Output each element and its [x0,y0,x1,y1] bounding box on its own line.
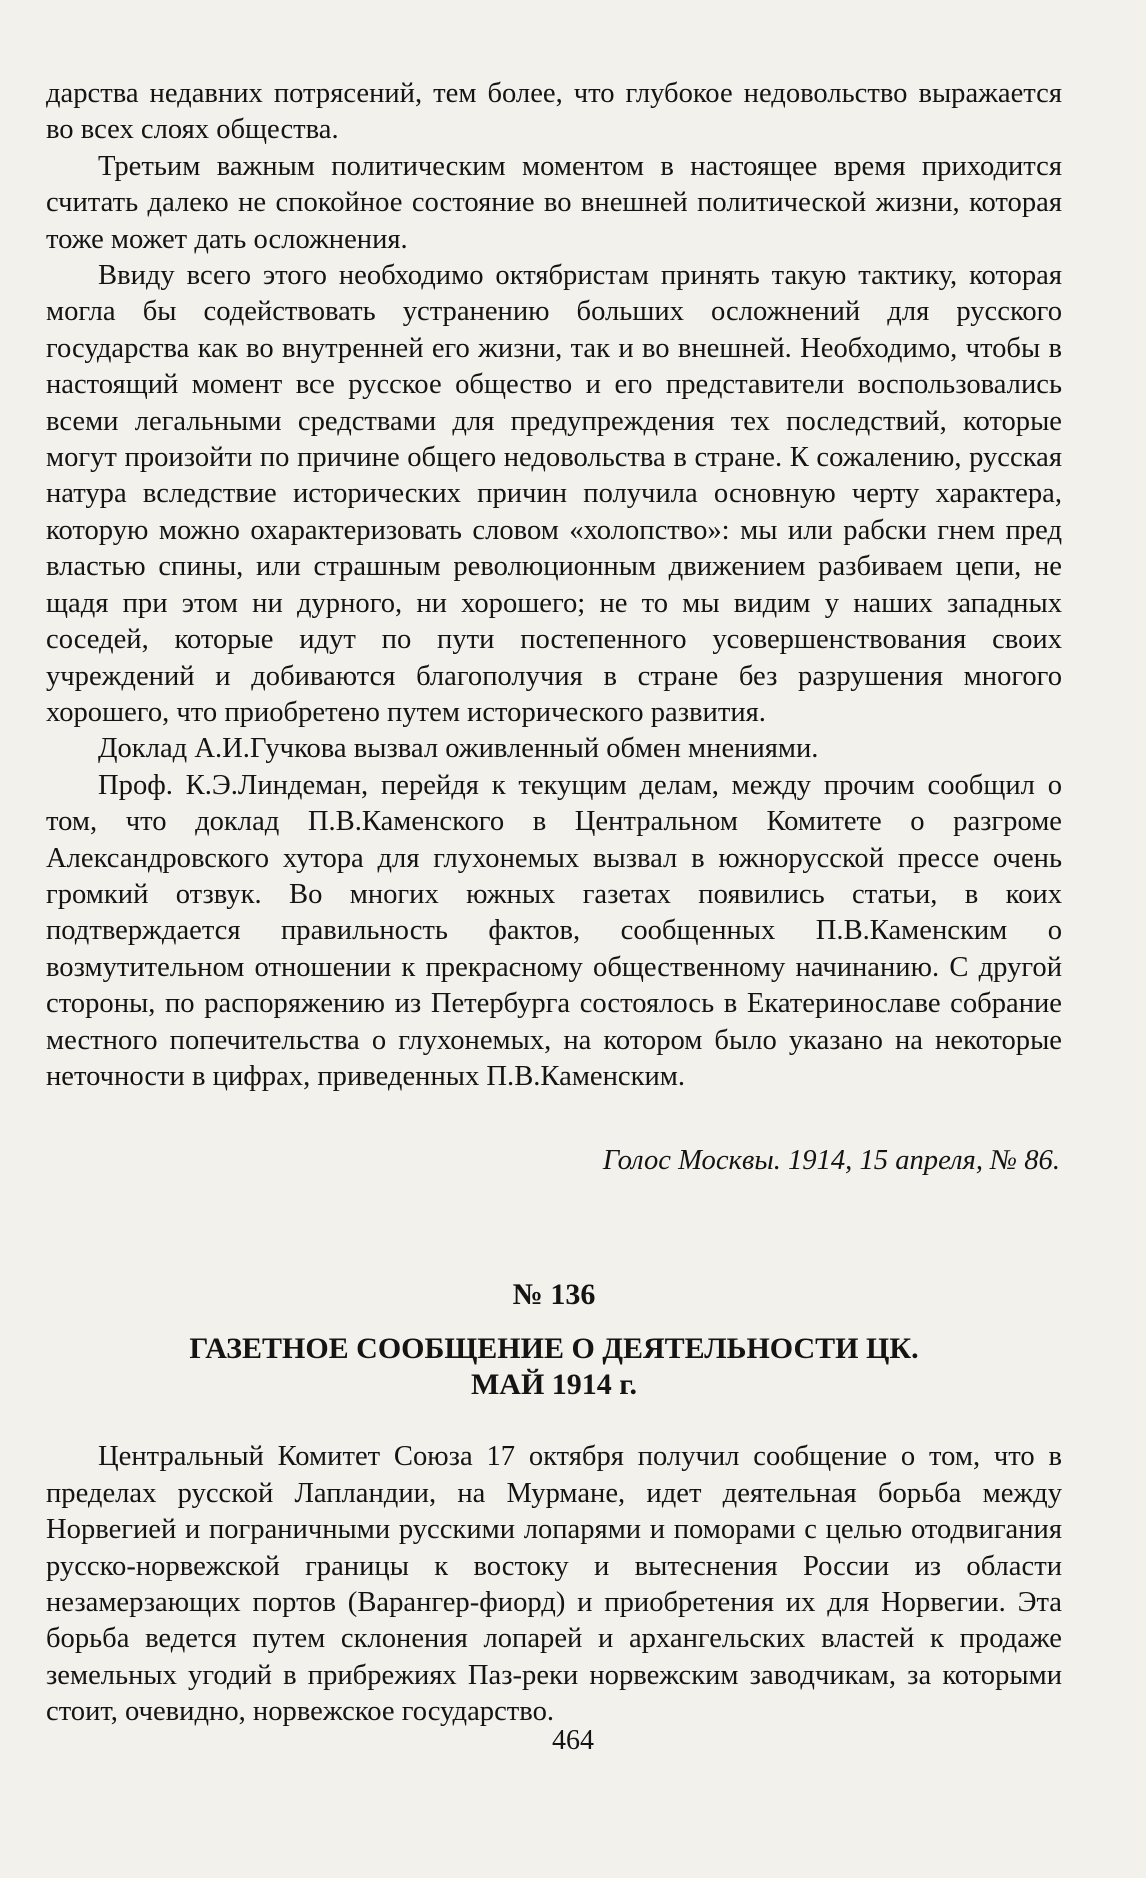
document-number: № 136 [512,1278,596,1312]
document-title-line: МАЙ 1914 г. [470,1368,638,1402]
document-body [46,1439,1062,1730]
document-title-line: ГАЗЕТНОЕ СООБЩЕНИЕ О ДЕЯТЕЛЬНОСТИ ЦК. [189,1332,919,1366]
source-citation: Голос Москвы. 1914, 15 апреля, № 86. [602,1145,1060,1177]
paragraph: дарства недавних потрясений, тем более, что глубокое недовольство выражается во всех слоях общества. [46,78,1062,146]
document-title [46,1331,1062,1403]
paragraph: Третьим важным политическим моментом в настоящее время приходится считать далеко не спокойное состояние во внешней политической жизни, которая тоже может дать осложнения. [46,150,1062,255]
paragraph: Центральный Комитет Союза 17 октября получил сообщение о том, что в пределах русской Лапландии, на Мурмане, идет деятельная борьба между Норвегией и пограничными русскими лопарями и поморами с целью отодвигания русско-норвежской границы к востоку и вытеснения России из области незамерзающих портов (Варангер-фиорд) и приобретения их для Норвегии. Эта борьба ведется путем склонения лопарей и архангельских властей к продаже земельных угодий в прибрежиях Паз-реки норвежским заводчикам, за которыми стоит, очевидно, норвежское государство. [46,1441,1062,1728]
continued-text [46,76,1062,1095]
page-number: 464 [552,1725,594,1756]
paragraph: Ввиду всего этого необходимо октябристам принять такую тактику, которая могла бы содействовать устранению больших осложнений для русского государства как во внутренней его жизни, так и во внешней. Необходимо, чтобы в настоящий момент все русское общество и его представители воспользовались всеми легальными средствами для предупреждения тех последствий, которые могут произойти по причине общего недовольства в стране. К сожалению, русская натура вследствие исторических причин получила основную черту характера, которую можно охарактеризовать словом «холопство»: мы или рабски гнем пред властью спины, или страшным революционным движением разбиваем цепи, не щадя при этом ни дурного, ни хорошего; не то мы видим у наших западных соседей, которые идут по пути постепенного усовершенствования своих учреждений и добиваются благополучия в стране без разрушения многого хорошего, что приобретено путем исторического развития. [46,260,1062,728]
paragraph: Доклад А.И.Гучкова вызвал оживленный обмен мнениями. [98,733,819,765]
paragraph: Проф. К.Э.Линдеман, перейдя к текущим делам, между прочим сообщил о том, что доклад П.В.Каменского в Центральном Комитете о разгроме Александровского хутора для глухонемых вызвал в южнорусской прессе очень громкий отзвук. Во многих южных газетах появились статьи, в коих подтверждается правильность фактов, сообщенных П.В.Каменским о возмутительном отношении к прекрасному общественному начинанию. С другой стороны, по распоряжению из Петербурга состоялось в Екатеринославе собрание местного попечительства о глухонемых, на котором было указано на некоторые неточности в цифрах, приведенных П.В.Каменским. [46,769,1062,1092]
